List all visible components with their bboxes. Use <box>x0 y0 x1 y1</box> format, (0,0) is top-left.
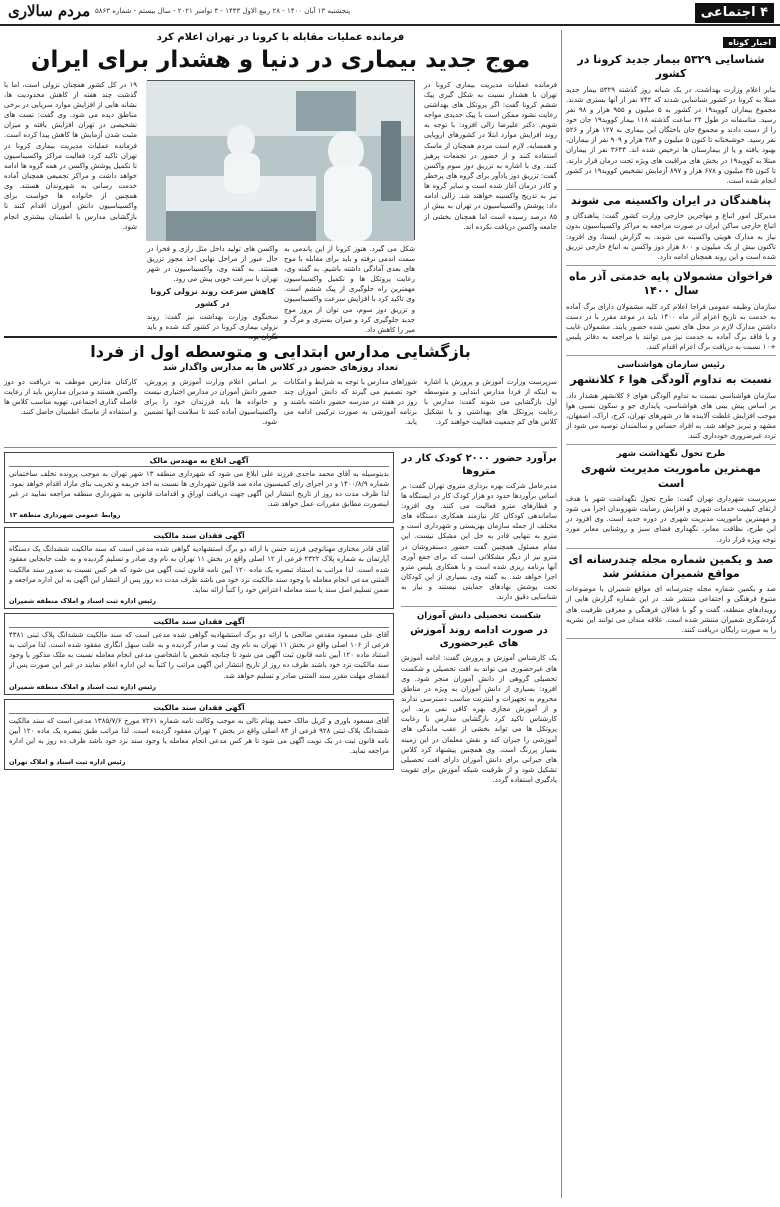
body-text: سرپرست شهرداری تهران گفت: طرح تحول نگهداشت شهر با هدف ارتقای کیفیت خدمات شهری و افزایش رضایت شهروندان اجرا می شود و مهمترین ماموریت مدیریت شهری در دوره جدید است. وی افزود در این طرح، نظافت معابر، نگهداری فضای سبز و روشنایی معابر مورد توجه ویژه قرار دارد. <box>566 494 776 544</box>
notice-signature: رئیس اداره ثبت اسناد و املاک تهران <box>9 758 126 767</box>
legal-notice <box>4 527 394 609</box>
schools-headline: بازگشایی مدارس ابتدایی و متوسطه اول از فردا <box>90 341 471 361</box>
body-text: سخنگوی وزارت بهداشت نیز گفت: روند نزولی بیماری کرونا در کشور کند شده و باید نگران بود. <box>147 312 278 341</box>
side-headline-education: در صورت ادامه روند آموزش های غیرحضوری <box>410 625 548 650</box>
schools-column-3: بر اساس اعلام وزارت آموزش و پرورش، حضور دانش آموزان در مدارس اختیاری نیست و خانواده ها باید فرزندان خود را برای واکسیناسیون آماده کنند تا سلامت آنها تضمین شود. <box>144 377 277 427</box>
lead-article <box>4 80 557 341</box>
body-text: مدیرعامل شرکت بهره برداری متروی تهران گفت: بر اساس برآوردها حدود دو هزار کودک کار در ایستگاه ها و قطارهای مترو فعالیت می کنند. وی افزود: ساماندهی کودکان کار نیازمند همکاری دستگاه های مختلف از جمله سازمان بهزیستی و شهرداری است و مترو به تنهایی قادر به حل این مشکل نیست. این مقام مسئول همچنین گفت حضور دستفروشان در مترو نیز از دیگر مشکلاتی است که برای جمع آوری آنها برنامه ریزی شده است و با همکاری پلیس مترو اجرا خواهد شد. به گفته وی، بسیاری از این کودکان تحت پوشش نهادهای حمایتی نیستند و نیاز به شناسایی دقیق دارند. <box>401 481 557 602</box>
notice-body: آقای مسعود باوری و کریل مالک حمید پهنام ثالی به موجب وکالت نامه شماره ۷۲۶۱ مورخ ۱۳۸۵/۷/۶ مدعی است که سند مالکیت ششدانگ پلاک ثبتی ۹۲۸ فرعی از ۸۴ اصلی واقع در بخش ۲ تهران مفقود گردیده است. لذا مراتب طبق تبصره یک ماده ۱۲۰ آیین نامه قانون ثبت در یک نوبت آگهی می شود تا هر کس مدعی انجام معامله یا وجود سند نزد خود باشد ظرف ده روز به این اداره مراجعه نماید. <box>9 716 390 756</box>
news-item-covid-stats <box>566 53 776 190</box>
news-item-refugees <box>566 194 776 266</box>
body-text: واکسن های تولید داخل مثل رازی و فخرا در حال عبور از مراحل نهایی اخذ مجوز تزریق هستند. به گفته وی، واکسیناسیون در شهر تهران با سرعت خوبی پیش می رود. <box>147 244 278 284</box>
schools-deck: تعداد روزهای حضور در کلاس ها به مدارس واگذار شد <box>162 362 399 373</box>
lead-column-4: ۱۹ در کل کشور همچنان نزولی است، اما با گذشت چند هفته از کاهش محدودیت ها، نشانه هایی از افزایش موارد سرپایی در برخی مناطق دیده می شود. وی گفت: تست های تشخیصی در تهران افزایش یافته و میزان مثبت شدن آزمایش ها کاهش پیدا کرده است. فرمانده عملیات مدیریت بیماری کرونا در تهران تاکید کرد: فعالیت مراکز واکسیناسیون تا تکمیل پوشش واکسن در همه گروه ها ادامه خواهد داشت و مراکز تجمیعی همچنان آماده خدمت رسانی به شهروندان هستند. وی همچنین از خانواده ها خواست برای واکسیناسیون دانش آموزان اقدام کنند تا بازگشایی مدارس با اطمینان بیشتری انجام شود. <box>4 80 137 231</box>
notice-body: آقای علی مسعود مقدس صالحی با ارائه دو برگ استشهادیه گواهی شده مدعی است که سند مالکیت ششدانگ پلاک ثبتی ۴۳۸۱ فرعی از ۱۰۶ اصلی واقع در بخش ۱۱ تهران به نام وی ثبت و صادر گردیده و به علت سهل انگاری مفقود شده است. لذا مراتب به استناد ماده ۱۲۰ آیین نامه قانون ثبت آگهی می شود تا چنانچه شخص یا اشخاصی مدعی انجام معامله نسبت به ملک مذکور یا وجود سند مالکیت نزد خود باشند ظرف ده روز از تاریخ انتشار این آگهی مراتب را کتباً به این اداره اعلام نمایند در غیر این صورت پس از انقضای مهلت مقرر سند المثنی صادر و تسلیم خواهد شد. <box>9 631 389 680</box>
section-badge: ۴ اجتماعی <box>695 3 774 23</box>
notice-signature: رئیس اداره ثبت اسناد و املاک منطقه شمیران <box>9 597 156 606</box>
body-text: صد و یکمین شماره مجله چندرسانه ای مواقع شمیران با موضوعات متنوع فرهنگی و اجتماعی منتشر شد. در این شماره گزارش هایی از رویدادهای منطقه، گفت و گو با فعالان فرهنگی و معرفی ظرفیت های گردشگری شمیران منتشر شده است. علاقه مندان می توانند این نشریه را به صورت رایگان دریافت کنند. <box>566 585 776 634</box>
schools-article <box>4 336 557 441</box>
lead-lower-columns <box>147 244 415 341</box>
masthead <box>0 0 780 26</box>
issue-line: پنجشنبه ۱۳ آبان ۱۴۰۰ - ۲۸ ربیع الاول ۱۴۴۳ - ۴ نوامبر ۲۰۲۱ - سال بیستم - شماره ۵۸۶۳ <box>95 7 351 15</box>
body-text: شکل می گیرد. هنوز کرونا از این پاندمی به سمت اندمی نرفته و باید برای مقابله با موج های بعدی آمادگی داشته باشیم. به گفته وی، رعایت پروتکل ها و تکمیل واکسیناسیون مهمترین راه جلوگیری از پیک ششم است. وی تاکید کرد با افزایش سرعت واکسیناسیون و تزریق دوز سوم، می توان از بروز موج جدید جلوگیری کرد و میزان بستری و مرگ و میر را کاهش داد. <box>284 244 415 334</box>
schools-column-1: سرپرست وزارت آموزش و پرورش با اشاره به اینکه از فردا مدارس ابتدایی و متوسطه اول بازگشایی می شوند گفت: مدارس با رعایت پروتکل های بهداشتی و با تشکیل کلاس های کم جمعیت فعالیت خواهند کرد. <box>424 377 557 427</box>
right-column <box>561 30 776 1198</box>
news-tag: اخبار کوتاه <box>723 37 776 48</box>
divider <box>401 606 557 607</box>
legal-notice <box>4 613 394 695</box>
news-item-magazine <box>566 553 776 639</box>
legal-notices <box>4 452 394 1204</box>
subheading: کاهش سرعت روند نزولی کرونا در کشور <box>150 287 275 308</box>
lead-photo <box>147 80 415 240</box>
headline: صد و یکمین شماره مجله چندرسانه ای مواقع شمیران منتشر شد <box>568 552 774 580</box>
body-text: بنابر اعلام وزارت بهداشت، در یک شبانه روز گذشته ۵۳۲۹ بیمار جدید مبتلا به کرونا در کشور شناسایی شدند که ۷۴۲ نفر از آنها بستری شدند. مجموع بیماران کووید۱۹ در کشور به ۵ میلیون و ۹۵۵ هزار و ۹۸ نفر رسید. متاسفانه در طول ۲۴ ساعت گذشته ۱۱۸ بیمار کووید۱۹ جان خود را از دست دادند و مجموع جان باختگان این بیماری به ۱۲۷ هزار و ۵۲۶ نفر رسید. خوشبختانه تا کنون ۵ میلیون و ۳۸۳ هزار و ۹۰۹ نفر از بیماران، بهبود یافته و یا از بیمارستان ها ترخیص شده اند. ۳۶۴۳ نفر از بیماران مبتلا به کووید۱۹ در بخش های مراقبت های ویژه تحت درمان قرار دارند. تا کنون ۳۵ میلیون و ۶۷۸ هزار و ۸۹۷ آزمایش تشخیص کووید۱۹ در کشور انجام شده است. <box>566 85 777 185</box>
news-item-conscripts <box>566 270 776 356</box>
lead-column-3 <box>147 244 278 341</box>
headline: فراخوان مشمولان پایه خدمتی آذر ماه سال ۱۴۰۰ <box>569 270 773 298</box>
notice-body: بدینوسیله به آقای محمد ماجدی فرزند علی ابلاغ می شود که شهرداری منطقه ۱۳ شهر تهران به موجب پرونده تخلف ساختمانی شماره ۱۴۰۰/۸/۹ و در اجرای رای کمیسیون ماده صد قانون شهرداری ها نسبت به اخذ جریمه و تخریب بنای مازاد اقدام خواهد نمود. لذا ظرف مدت ده روز از تاریخ انتشار این آگهی جهت دریافت اوراق و اقدامات قانونی به شهرداری منطقه مراجعه نمایید در غیر اینصورت مطابق مقررات عمل خواهد شد. <box>9 469 389 509</box>
kicker: طرح تحول نگهداشت شهر <box>616 449 726 460</box>
schools-columns <box>4 377 557 441</box>
notice-signature: روابط عمومی شهرداری منطقه ۱۳ <box>9 511 121 520</box>
headline: شناسایی ۵۳۲۹ بیمار جدید کرونا در کشور <box>577 53 765 81</box>
body-text: سازمان وظیفه عمومی فراجا اعلام کرد کلیه مشمولان دارای برگ آماده به خدمت به تاریخ اعزام آذر ماه ۱۴۰۰ باید در موعد مقرر با در دست داشتن مدارک لازم در محل های تعیین شده حضور یابند. مشمولان غایب و یا فاقد برگ آماده به خدمت نیز می توانند با مراجعه به دفاتر پلیس +۱۰ نسبت به دریافت برگ اعزام اقدام کنند. <box>566 302 776 352</box>
notice-title: آگهی فقدان سند مالکیت <box>9 703 389 714</box>
legal-notice <box>4 452 394 524</box>
bottom-section <box>4 447 557 1207</box>
legal-notice <box>4 699 394 771</box>
notice-title: آگهی فقدان سند مالکیت <box>9 617 389 628</box>
lead-column-1: فرمانده عملیات مدیریت بیماری کرونا در تهران با هشدار نسبت به شکل گیری پیک ششم کرونا گفت: اگر پروتکل های بهداشتی رعایت نشود ممکن است با پیک جدیدی مواجه شویم. دکتر علیرضا زالی افزود: با توجه به روند افزایش موارد ابتلا در کشورهای اروپایی و همسایه، لازم است مردم همچنان از ماسک استفاده کنند و از حضور در تجمعات پرهیز کنند. وی با اشاره به تزریق دوز سوم واکسن گفت: تزریق دوز یادآور برای گروه های پرخطر و کادر درمان آغاز شده است و سایر گروه ها نیز به تدریج واکسینه خواهند شد. زالی ادامه داد: پوشش واکسیناسیون در تهران به بیش از ۸۵ درصد رسیده است اما همچنان بخشی از جامعه واکسن دریافت نکرده اند. <box>424 80 557 231</box>
headline: مهمترین ماموریت مدیریت شهری است <box>581 462 761 490</box>
schools-column-4: کارکنان مدارس موظف به دریافت دو دوز واکسن هستند و مدیران مدارس باید از رعایت فاصله گذاری اجتماعی، تهویه مناسب کلاس ها و استفاده از ماسک اطمینان حاصل کنند. <box>4 377 137 417</box>
schools-column-2: شوراهای مدارس با توجه به شرایط و امکانات خود تصمیم می گیرند که دانش آموزان چند روز در هفته در مدرسه حضور داشته باشند و برنامه آموزشی به صورت ترکیبی ادامه می یابد. <box>284 377 417 427</box>
body-text: یک کارشناس آموزش و پرورش گفت: ادامه آموزش های غیرحضوری می تواند به افت تحصیلی و شکست تحصیلی گروهی از دانش آموزان منجر شود. وی افزود: بسیاری از دانش آموزان به ویژه در مناطق محروم به تجهیزات و اینترنت مناسب دسترسی ندارند و از آموزش مجازی بهره کافی نمی برند. این کارشناس تاکید کرد بازگشایی مدارس با رعایت پروتکل ها می تواند بخشی از عقب ماندگی های آموزشی را جبران کند و نقش معلمان در این زمینه بسیار پررنگ است. وی همچنین پیشنهاد کرد کلاس های جبرانی برای دانش آموزان دارای افت تحصیلی تشکیل شود و از ظرفیت شبکه آموزش برای تقویت یادگیری استفاده گردد. <box>401 654 557 785</box>
body-text: مدیرکل امور اتباع و مهاجرین خارجی وزارت کشور گفت: پناهندگان و اتباع خارجی ساکن ایران در صورت مراجعه به مراکز واکسیناسیون بدون نیاز به مدارک هویتی واکسینه می شوند. به گزارش ایسنا، وی افزود: تاکنون بیش از یک میلیون و ۸۰۰ هزار دوز واکسن به اتباع خارجی تزریق شده است و این روند همچنان ادامه دارد. <box>566 212 776 261</box>
headline: نسبت به تداوم آلودگی هوا ۶ کلانشهر <box>570 373 772 387</box>
side-headline-metro: برآورد حضور ۲۰۰۰ کودک کار در متروها <box>401 452 557 477</box>
newspaper-logo: مردم سالاری <box>8 2 91 20</box>
body-text: سازمان هواشناسی نسبت به تداوم آلودگی هوای ۶ کلانشهر هشدار داد. بر اساس پیش بینی های هواشناسی، پایداری جو و سکون نسبی هوا موجب افزایش غلظت آلاینده ها در شهرهای تهران، کرج، اراک، اصفهان، مشهد و تبریز خواهد شد. به افراد حساس و سالمندان توصیه می شود از تردد غیرضروری خودداری کنند. <box>566 391 776 441</box>
lead-kicker: فرمانده عملیات مقابله با کرونا در تهران اعلام کرد <box>156 32 405 43</box>
notice-signature: رئیس اداره ثبت اسناد و املاک منطقه شمیران <box>9 682 156 691</box>
kicker: رئیس سازمان هواشناسی <box>617 360 725 371</box>
headline: پناهندگان در ایران واکسینه می شوند <box>570 194 772 207</box>
news-item-air-pollution <box>566 360 776 445</box>
main-column <box>4 30 557 1198</box>
side-kicker: شکست تحصیلی دانش آموزان <box>416 611 542 622</box>
lead-column-2 <box>284 244 415 334</box>
hospital-photo-icon <box>146 81 414 241</box>
lead-headline: موج جدید بیماری در دنیا و هشدار برای ایران <box>30 47 531 73</box>
notice-body: آقای قادر مختاری مهناتوچی فرزند حسن با ارائه دو برگ استشهادیه گواهی شده مدعی است که سند مالکیت ششدانگ یک دستگاه آپارتمان به شماره پلاک ۲۳۲۲ فرعی از ۱۲ اصلی واقع در بخش ۱۱ تهران به نام وی صادر و تسلیم گردیده و به علت جابجایی مفقود شده است. لذا مراتب به استناد تبصره یک ماده ۱۲۰ آیین نامه قانون ثبت آگهی می شود که هر کس نسبت به صدور سند مالکیت المثنی مدعی انجام معامله یا وجود سند مالکیت نزد خود می باشد ظرف مدت ده روز پس از انتشار این آگهی به این اداره مراجعه و ضمن تسلیم اصل سند یا سند معامله اعتراض خود را کتباً ارائه نماید. <box>9 545 390 594</box>
notice-title: آگهی فقدان سند مالکیت <box>9 531 389 542</box>
news-item-city-maintenance <box>566 449 776 548</box>
side-news <box>401 452 557 1204</box>
notice-title: آگهی ابلاغ به مهندس مالک <box>9 456 389 467</box>
